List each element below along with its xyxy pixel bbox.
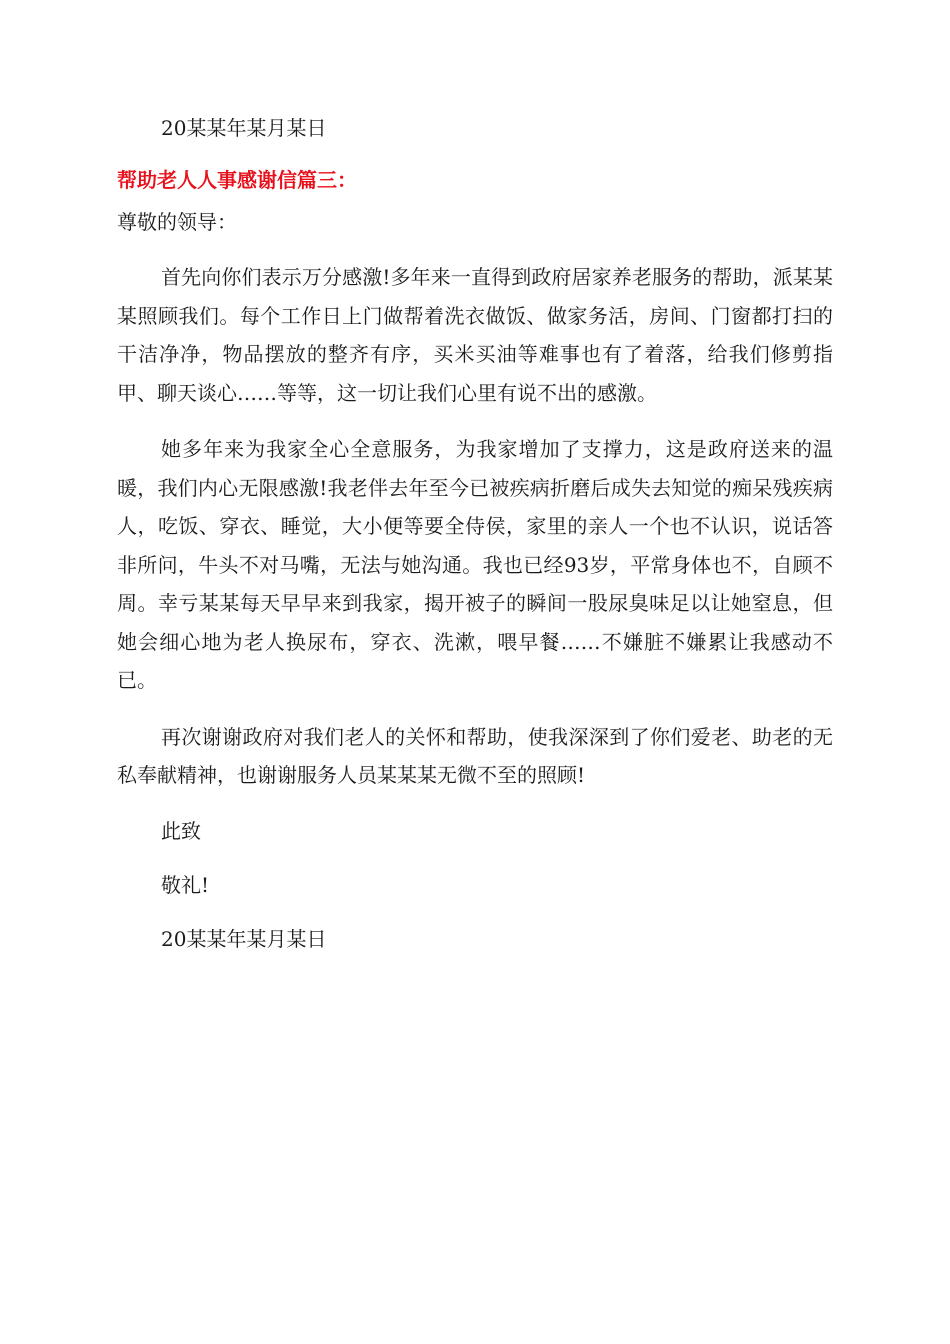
date-top: 20某某年某月某日 bbox=[161, 116, 327, 140]
letter-body bbox=[117, 110, 833, 975]
section-heading: 帮助老人人事感谢信篇三： bbox=[117, 168, 357, 192]
date-bottom: 20某某年某月某日 bbox=[161, 926, 327, 951]
paragraph-3: 再次谢谢政府对我们老人的关怀和帮助，使我深深到了你们爱老、助老的无私奉献精神，也谢谢服务人员某某某无微不至的照顾! bbox=[117, 724, 833, 787]
closing-respectfully: 此致 bbox=[161, 818, 201, 843]
paragraph-2: 她多年来为我家全心全意服务，为我家增加了支撑力，这是政府送来的温暖，我们内心无限感激!我老伴去年至今已被疾病折磨后成失去知觉的痴呆残疾病人，吃饭、穿衣、睡觉，大小便等要全侍侯，家里的亲人一个也不认识，说话答非所问，牛头不对马嘴，无法与她沟通。我也已经93岁，平常身体也不，自顾不周。幸亏某某每天早早来到我家，揭开被子的瞬间一股尿臭味足以让她窒息，但她会细心地为老人换尿布，穿衣、洗漱，喂早餐……不嫌脏不嫌累让我感动不已。 bbox=[117, 437, 833, 692]
paragraph-1: 首先向你们表示万分感激!多年来一直得到政府居家养老服务的帮助，派某某某照顾我们。每个工作日上门做帮着洗衣做饭、做家务活，房间、门窗都打扫的干洁净净，物品摆放的整齐有序，买米买油等难事也有了着落，给我们修剪指甲、聊天谈心……等等，这一切让我们心里有说不出的感激。 bbox=[117, 265, 833, 405]
salutation: 尊敬的领导： bbox=[117, 210, 237, 234]
closing-salute: 敬礼! bbox=[161, 872, 210, 897]
